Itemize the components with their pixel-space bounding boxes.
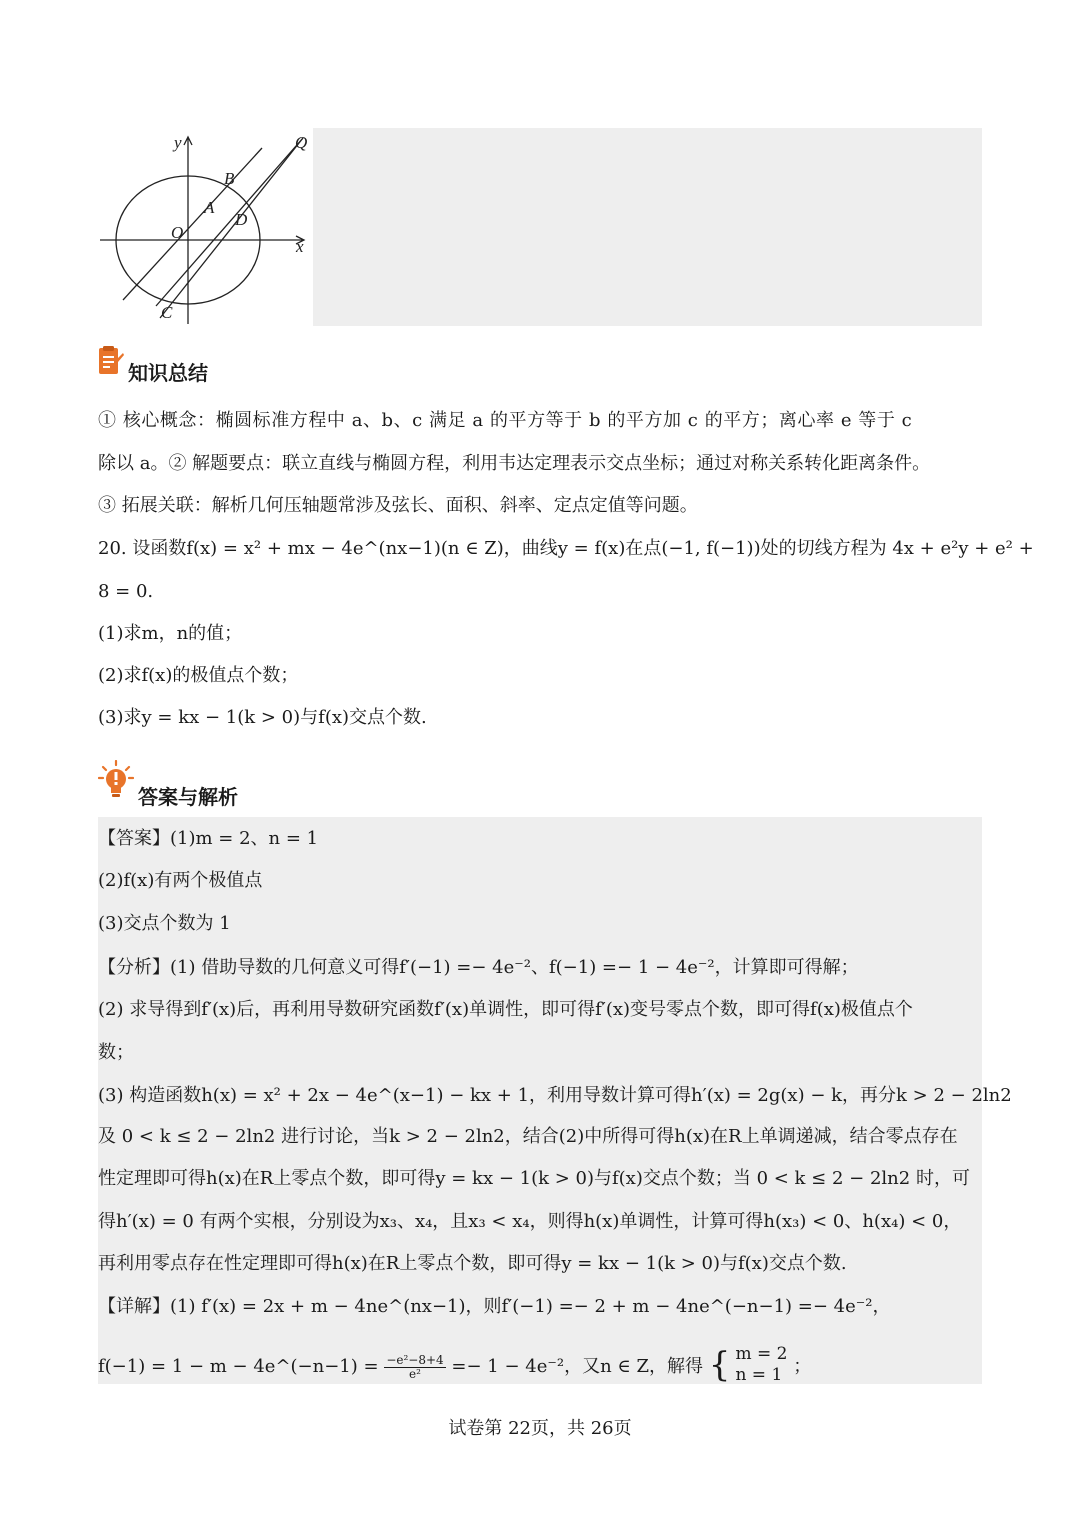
- analysis-5: 及 0 < k ≤ 2 − 2ln2 进行讨论，当k > 2 − 2ln2，结合(2)中所得可得h(x)在R上单调递减，结合零点存在: [98, 1126, 958, 1147]
- problem-line-1: 20. 设函数f(x) = x² + mx − 4e^(nx−1)(n ∈ Z)，曲线y = f(x)在点(−1, f(−1))处的切线方程为 4x + e²y + e² +: [98, 538, 1034, 559]
- analysis-6: 性定理即可得h(x)在R上零点个数，即可得y = kx − 1(k > 0)与f(x)交点个数；当 0 < k ≤ 2 − 2ln2 时，可: [98, 1168, 970, 1189]
- knowledge-line-2: 除以 a。② 解题要点：联立直线与椭圆方程，利用韦达定理表示交点坐标；通过对称关系转化距离条件。: [98, 453, 931, 474]
- detail-2-part-a: f(−1) = 1 − m − 4e^(−n−1) =: [98, 1356, 379, 1377]
- analysis-1: 【分析】(1) 借助导数的几何意义可得f′(−1) =− 4e⁻²、f(−1) =− 1 − 4e⁻²，计算即可得解；: [98, 957, 859, 978]
- knowledge-line-3: ③ 拓展关联：解析几何压轴题常涉及弦长、面积、斜率、定点定值等问题。: [98, 495, 698, 516]
- answer-3: (3)交点个数为 1: [98, 913, 231, 934]
- label-A: A: [204, 198, 215, 217]
- analysis-2: (2) 求导得到f′(x)后，再利用导数研究函数f′(x)单调性，即可得f′(x)变号零点个数，即可得f(x)极值点个: [98, 999, 913, 1020]
- label-B: B: [224, 169, 235, 188]
- analysis-7: 得h′(x) = 0 有两个实根，分别设为x₃、x₄，且x₃ < x₄，则得h(x)单调性，计算可得h(x₃) < 0、h(x₄) < 0，: [98, 1211, 962, 1232]
- page-footer: 试卷第 22页，共 26页: [448, 1418, 632, 1439]
- problem-line-2: 8 = 0.: [98, 581, 154, 602]
- detail-2: [98, 1346, 811, 1388]
- answer-title: 答案与解析: [138, 785, 238, 809]
- equation-system: { m = 2 n = 1: [708, 1344, 788, 1385]
- analysis-3: 数；: [98, 1042, 134, 1063]
- ellipse-figure: [98, 128, 313, 326]
- answer-2: (2)f(x)有两个极值点: [98, 870, 263, 891]
- label-O: O: [171, 223, 184, 242]
- analysis-4: (3) 构造函数h(x) = x² + 2x − 4e^(x−1) − kx + 1，利用导数计算可得h′(x) = 2g(x) − k，再分k > 2 − 2ln2: [98, 1085, 1012, 1106]
- detail-1: 【详解】(1) f′(x) = 2x + m − 4ne^(nx−1)，则f′(−1) =− 2 + m − 4ne^(−n−1) =− 4e⁻²，: [98, 1296, 891, 1317]
- fraction-denominator: e²: [409, 1366, 421, 1381]
- fraction: [384, 1354, 445, 1381]
- answer-1: 【答案】(1)m = 2、n = 1: [98, 828, 319, 849]
- label-C: C: [161, 303, 173, 322]
- problem-q1: (1)求m，n的值；: [98, 623, 243, 644]
- knowledge-title: 知识总结: [128, 361, 208, 385]
- lightbulb-icon: [98, 760, 134, 798]
- label-D: D: [235, 210, 248, 229]
- label-Q: Q: [295, 133, 308, 152]
- notes-icon: [98, 346, 124, 376]
- analysis-8: 再利用零点存在性定理即可得h(x)在R上零点个数，即可得y = kx − 1(k > 0)与f(x)交点个数.: [98, 1253, 847, 1274]
- problem-q3: (3)求y = kx − 1(k > 0)与f(x)交点个数.: [98, 707, 427, 728]
- system-eq-2: n = 1: [735, 1365, 783, 1385]
- detail-2-part-c: ；: [793, 1356, 812, 1377]
- knowledge-line-1: ① 核心概念：椭圆标准方程中 a、b、c 满足 a 的平方等于 b 的平方加 c 的平方；离心率 e 等于 c: [98, 410, 913, 431]
- system-eq-1: m = 2: [735, 1344, 788, 1364]
- problem-q2: (2)求f(x)的极值点个数；: [98, 665, 299, 686]
- fraction-numerator: −e²−8+4: [386, 1352, 444, 1367]
- detail-2-part-b: =− 1 − 4e⁻²，又n ∈ Z，解得: [451, 1356, 703, 1377]
- label-y: y: [174, 133, 182, 152]
- label-x: x: [296, 237, 304, 256]
